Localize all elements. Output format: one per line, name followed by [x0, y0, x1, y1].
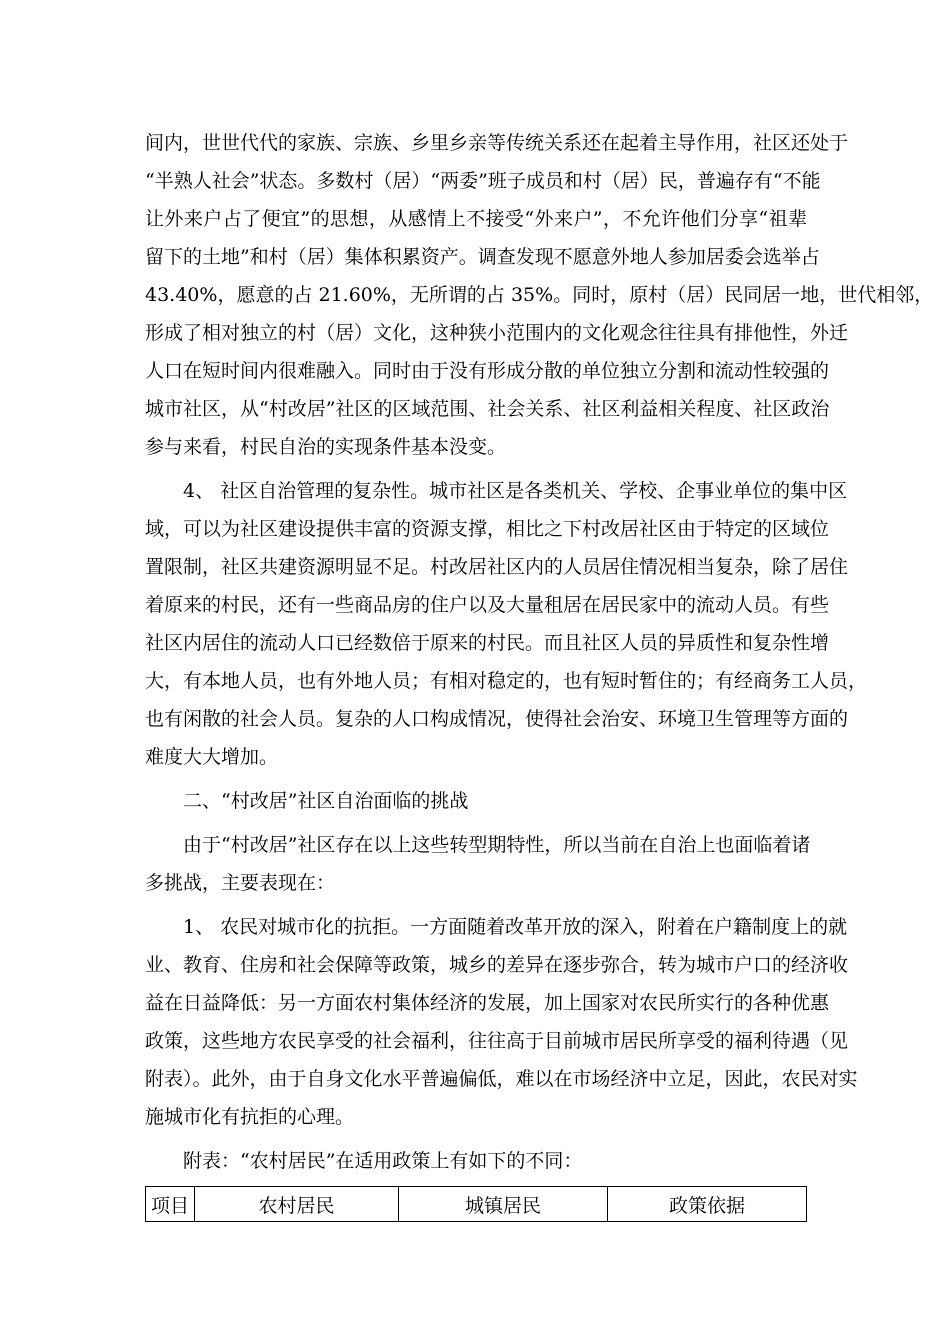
caption-text: 附表：“农村居民”在适用政策上有如下的不同：	[183, 1150, 583, 1172]
document-page	[145, 124, 934, 1222]
header-rural-residents: 农村居民	[195, 1187, 399, 1222]
text-line: 留下的土地”和村（居）集体积累资产。调查发现不愿意外地人参加居委会选举占	[145, 246, 820, 268]
text-line: 多挑战，主要表现在：	[145, 872, 336, 894]
header-item: 项目	[146, 1187, 195, 1222]
text-line: 附表）。此外，由于自身文化水平普遍偏低，难以在市场经济中立足，因此，农民对实	[145, 1068, 858, 1090]
text-line: 人口在短时间内很难融入。同时由于没有形成分散的单位独立分割和流动性较强的	[145, 360, 830, 382]
text-line: 难度大大增加。	[145, 746, 279, 768]
text-line: 43.40%，愿意的占 21.60%，无所谓的占 35%。同时，原村（居）民同居一地，世代相邻，	[145, 284, 934, 306]
text-line: “半熟人社会”状态。多数村（居）“两委”班子成员和村（居）民，普遍存有“不能	[145, 170, 821, 192]
text-line: 由于“村改居”社区存在以上这些转型期特性，所以当前在自治上也面临着诸	[183, 834, 811, 856]
paragraph-4	[145, 908, 858, 1136]
text-line: 让外来户占了便宜”的思想，从感情上不接受“外来户”，不允许他们分享“祖辈	[145, 208, 807, 230]
text-line: 政策，这些地方农民享受的社会福利，往往高于目前城市居民所享受的福利待遇（见	[145, 1030, 849, 1052]
paragraph-2	[145, 472, 868, 776]
text-line: 业、教育、住房和社会保障等政策，城乡的差异在逐步弥合，转为城市户口的经济收	[145, 954, 849, 976]
paragraph-3	[145, 826, 811, 902]
text-line: 施城市化有抗拒的心理。	[145, 1106, 355, 1128]
paragraph-1	[145, 124, 934, 466]
text-line: 大，有本地人员，也有外地人员；有相对稳定的，也有短时暂住的；有经商务工人员，	[145, 670, 868, 692]
text-line: 域，可以为社区建设提供丰富的资源支撑，相比之下村改居社区由于特定的区域位	[145, 518, 830, 540]
header-policy-basis: 政策依据	[608, 1187, 807, 1222]
text-line: 也有闲散的社会人员。复杂的人口构成情况，使得社会治安、环境卫生管理等方面的	[145, 708, 849, 730]
text-line: 益在日益降低：另一方面农村集体经济的发展，加上国家对农民所实行的各种优惠	[145, 992, 830, 1014]
text-line: 4、 社区自治管理的复杂性。城市社区是各类机关、学校、企事业单位的集中区	[183, 480, 848, 502]
text-line: 城市社区，从“村改居”社区的区域范围、社会关系、社区利益相关程度、社区政治	[145, 398, 830, 420]
section-heading	[145, 782, 807, 820]
heading-text: 二、“村改居”社区自治面临的挑战	[183, 790, 469, 812]
text-line: 着原来的村民，还有一些商品房的住户以及大量租居在居民家中的流动人员。有些	[145, 594, 830, 616]
text-line: 置限制，社区共建资源明显不足。村改居社区内的人员居住情况相当复杂，除了居住	[145, 556, 849, 578]
table-caption	[145, 1142, 807, 1180]
text-line: 社区内居住的流动人口已经数倍于原来的村民。而且社区人员的异质性和复杂性增	[145, 632, 830, 654]
header-urban-residents: 城镇居民	[399, 1187, 608, 1222]
text-line: 间内，世世代代的家族、宗族、乡里乡亲等传统关系还在起着主导作用，社区还处于	[145, 132, 849, 154]
text-line: 参与来看，村民自治的实现条件基本没变。	[145, 436, 507, 458]
table-header-row	[146, 1187, 807, 1222]
text-line: 1、 农民对城市化的抗拒。一方面随着改革开放的深入，附着在户籍制度上的就	[183, 916, 848, 938]
policy-comparison-table	[145, 1186, 807, 1222]
text-line: 形成了相对独立的村（居）文化，这种狭小范围内的文化观念往往具有排他性，外迁	[145, 322, 849, 344]
